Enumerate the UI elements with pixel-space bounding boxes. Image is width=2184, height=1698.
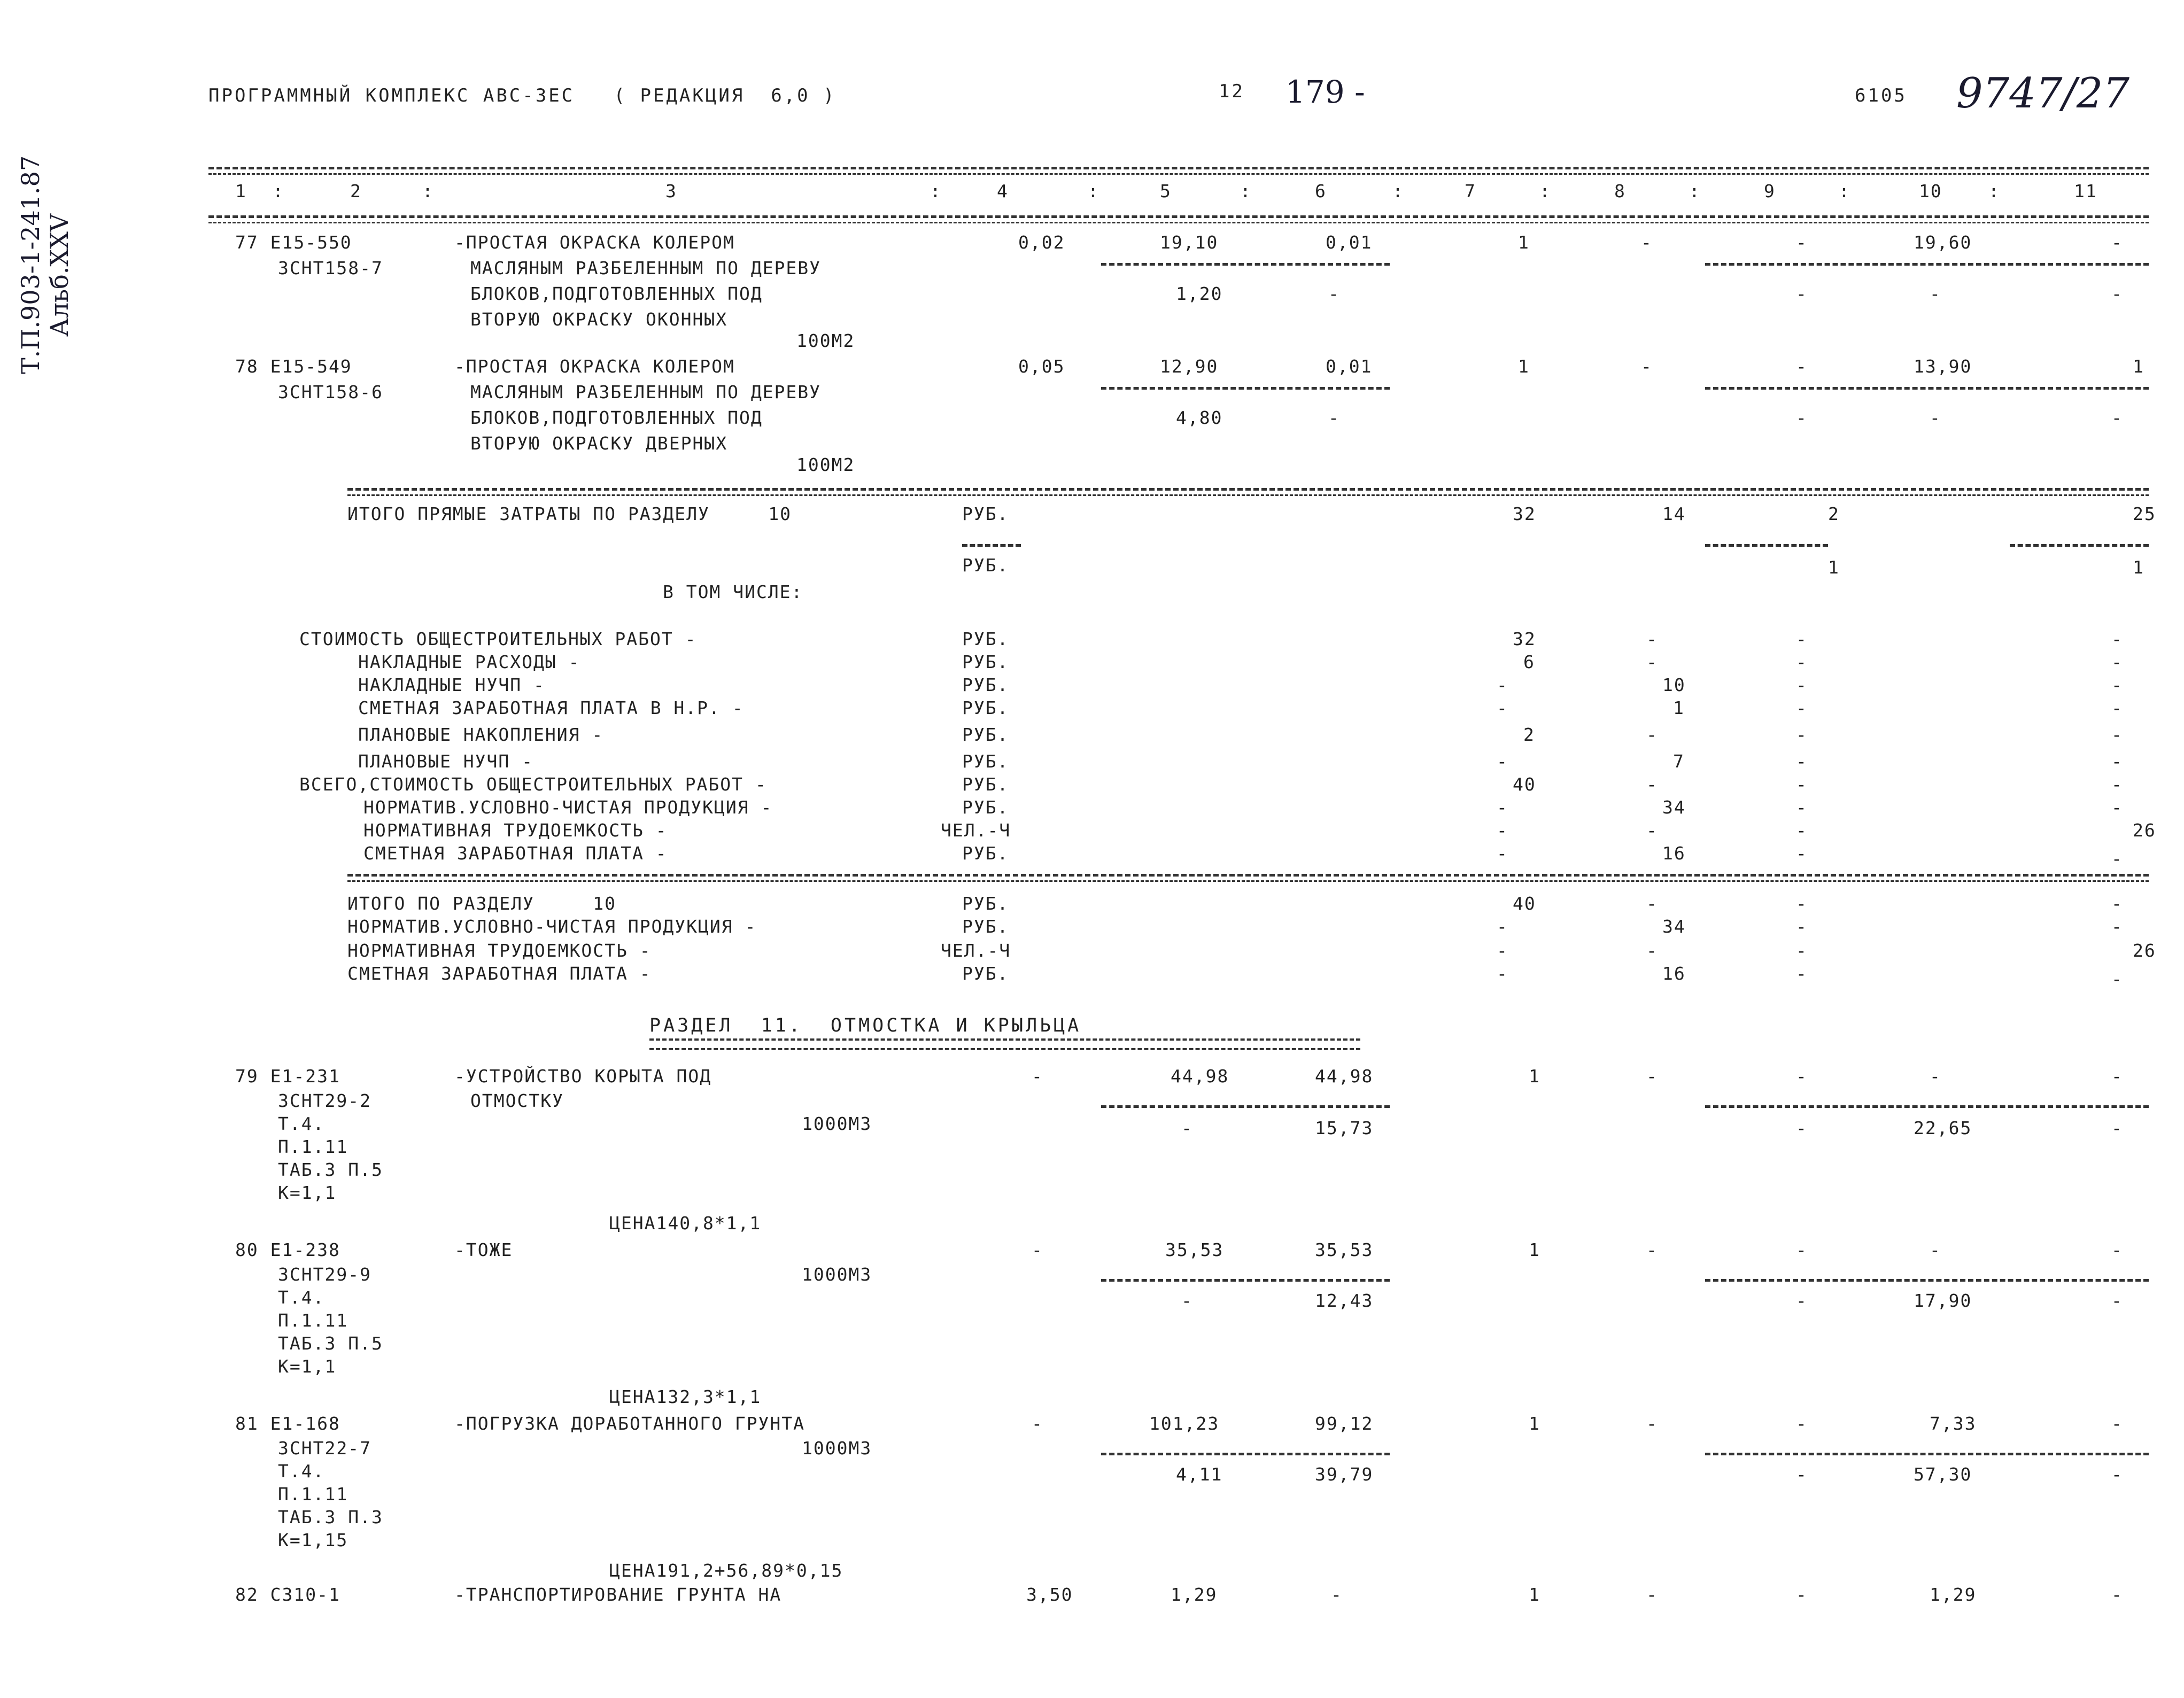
line-e5: 1 bbox=[1529, 1413, 1540, 1434]
line-t1: - bbox=[1646, 940, 1658, 961]
column-separator: : bbox=[1240, 181, 1252, 201]
line-e2: - bbox=[2111, 407, 2123, 428]
line-e5: 4,11 bbox=[1176, 1464, 1223, 1485]
column-separator: : bbox=[1988, 181, 2000, 201]
entry78-rule-price bbox=[1101, 387, 1390, 390]
line-e3: - bbox=[1181, 1118, 1193, 1138]
column-separator: : bbox=[273, 181, 284, 201]
line-e1: 19,60 bbox=[1914, 232, 1972, 253]
line-e4: П.1.11 bbox=[278, 1310, 348, 1331]
line-s1: 1 bbox=[2133, 557, 2144, 578]
line-e2: 13,90 bbox=[1914, 356, 1972, 377]
line-e3: - bbox=[1646, 1066, 1658, 1087]
line-b1: - bbox=[1646, 724, 1658, 745]
entry81-rule-right bbox=[1705, 1453, 2149, 1455]
line-e4: 1000М3 bbox=[802, 1264, 872, 1285]
line-b1: 32 bbox=[1513, 629, 1536, 649]
line-e2: 1 bbox=[1518, 356, 1530, 377]
line-e1: - bbox=[1641, 232, 1653, 253]
line-e2: БЛОКОВ,ПОДГОТОВЛЕННЫХ ПОД bbox=[470, 407, 763, 428]
line-t1: - bbox=[1497, 916, 1508, 937]
line-e1: 100М2 bbox=[796, 330, 855, 351]
line-s1: РУБ. bbox=[962, 503, 1009, 524]
line-e2: -ПРОСТАЯ ОКРАСКА КОЛЕРОМ bbox=[454, 356, 735, 377]
subtotal-rule-rub bbox=[962, 544, 1021, 547]
line-b1: 1 bbox=[1673, 697, 1685, 718]
line-e4: Т.4. bbox=[278, 1287, 325, 1308]
line-b1: - bbox=[1796, 820, 1808, 841]
column-header-10: 10 bbox=[1919, 181, 1942, 201]
line-e1: - bbox=[2111, 283, 2123, 304]
line-e6: 3,50 bbox=[1026, 1584, 1073, 1605]
line-s1: 32 bbox=[1513, 503, 1536, 524]
line-e2: - bbox=[1796, 407, 1808, 428]
line-t1: - bbox=[1796, 940, 1808, 961]
line-e5: - bbox=[1646, 1413, 1658, 1434]
line-e6: - bbox=[2111, 1584, 2123, 1605]
line-t1: ИТОГО ПО РАЗДЕЛУ 10 bbox=[347, 893, 616, 914]
entry79-rule-right bbox=[1705, 1105, 2149, 1108]
line-b1: 16 bbox=[1662, 843, 1686, 864]
line-b1: - bbox=[1646, 629, 1658, 649]
line-e5: 57,30 bbox=[1914, 1464, 1972, 1485]
line-e5: - bbox=[2111, 1464, 2123, 1485]
line-e5: 1000М3 bbox=[802, 1438, 872, 1459]
line-e3: ТАБ.3 П.5 bbox=[278, 1159, 383, 1180]
line-s1: 14 bbox=[1662, 503, 1686, 524]
line-b1: - bbox=[1796, 674, 1808, 695]
line-t1: - bbox=[2111, 968, 2123, 989]
subtotal-rule-col11 bbox=[2010, 544, 2149, 547]
line-t1: 34 bbox=[1662, 916, 1686, 937]
breakdown-rule-bottom-2 bbox=[347, 880, 2149, 882]
column-header-9: 9 bbox=[1764, 181, 1776, 201]
line-t1: 26 bbox=[2133, 940, 2156, 961]
line-e3: - bbox=[1032, 1066, 1043, 1087]
line-t1: - bbox=[2111, 916, 2123, 937]
line-b1: - bbox=[1796, 843, 1808, 864]
line-t1: РУБ. bbox=[962, 916, 1009, 937]
line-e4: - bbox=[2111, 1239, 2123, 1260]
line-e1: БЛОКОВ,ПОДГОТОВЛЕННЫХ ПОД bbox=[470, 283, 763, 304]
line-e4: ТАБ.3 П.5 bbox=[278, 1333, 383, 1354]
column-separator: : bbox=[930, 181, 942, 201]
line-b1: РУБ. bbox=[962, 843, 1009, 864]
column-header-4: 4 bbox=[997, 181, 1009, 201]
line-b1: - bbox=[1497, 697, 1508, 718]
line-e1: - bbox=[2111, 232, 2123, 253]
column-header-2: 2 bbox=[350, 181, 362, 201]
entry81-rule-price bbox=[1101, 1453, 1390, 1455]
line-s1: 2 bbox=[1828, 503, 1840, 524]
page-label: 12 bbox=[1219, 81, 1245, 102]
line-e4: ЗСНТ29-9 bbox=[278, 1264, 371, 1285]
section10-rule-top-2 bbox=[347, 494, 2149, 496]
line-b1: - bbox=[2111, 774, 2123, 795]
line-e6: 82 С310-1 bbox=[235, 1584, 340, 1605]
line-t1: - bbox=[1497, 963, 1508, 984]
line-b1: 2 bbox=[1523, 724, 1535, 745]
line-b1: НОРМАТИВ.УСЛОВНО-ЧИСТАЯ ПРОДУКЦИЯ - bbox=[363, 797, 773, 818]
line-e2: 0,01 bbox=[1326, 356, 1373, 377]
page-number-handwritten: 179 - bbox=[1285, 74, 1365, 110]
line-t1: 40 bbox=[1513, 893, 1536, 914]
line-e4: - bbox=[1796, 1239, 1808, 1260]
line-e3: - bbox=[1796, 1066, 1808, 1087]
line-e1: ЗСНТ158-7 bbox=[278, 258, 383, 278]
line-e1: - bbox=[1328, 283, 1340, 304]
line-b1: - bbox=[2111, 751, 2123, 772]
line-b1: 10 bbox=[1662, 674, 1686, 695]
line-t1: НОРМАТИВНАЯ ТРУДОЕМКОСТЬ - bbox=[347, 940, 652, 961]
line-b1: - bbox=[1796, 652, 1808, 672]
line-b1: РУБ. bbox=[962, 697, 1009, 718]
line-e5: 7,33 bbox=[1930, 1413, 1977, 1434]
line-e3: ОТМОСТКУ bbox=[470, 1090, 564, 1111]
line-t1: РУБ. bbox=[962, 963, 1009, 984]
line-e1: ВТОРУЮ ОКРАСКУ ОКОННЫХ bbox=[470, 309, 728, 330]
line-e4: ЦЕНА132,3*1,1 bbox=[609, 1386, 762, 1407]
line-e1: 0,01 bbox=[1326, 232, 1373, 253]
line-e3: Т.4. bbox=[278, 1113, 325, 1134]
line-b1: ЧЕЛ.-Ч bbox=[941, 820, 1011, 841]
header-rule-bottom bbox=[208, 215, 2149, 218]
line-b1: - bbox=[2111, 797, 2123, 818]
line-e1: 0,02 bbox=[1018, 232, 1065, 253]
line-b1: 40 bbox=[1513, 774, 1536, 795]
line-e4: - bbox=[1796, 1290, 1808, 1311]
line-t1: - bbox=[1497, 940, 1508, 961]
line-t1: - bbox=[1796, 893, 1808, 914]
line-b1: - bbox=[1497, 751, 1508, 772]
line-e4: 80 Е1-238 bbox=[235, 1239, 340, 1260]
line-e5: П.1.11 bbox=[278, 1484, 348, 1505]
line-b1: ПЛАНОВЫЕ НУЧП - bbox=[358, 751, 534, 772]
line-t1: - bbox=[1796, 963, 1808, 984]
side-stamp bbox=[16, 156, 74, 374]
entry77-rule-price bbox=[1101, 263, 1390, 266]
line-e5: К=1,15 bbox=[278, 1530, 348, 1550]
line-e1: 1,20 bbox=[1176, 283, 1223, 304]
line-b1: РУБ. bbox=[962, 674, 1009, 695]
line-e4: 35,53 bbox=[1165, 1239, 1224, 1260]
section11-heading-underline bbox=[649, 1038, 1360, 1050]
line-b1: РУБ. bbox=[962, 751, 1009, 772]
line-e1: - bbox=[1796, 232, 1808, 253]
line-b1: 26 bbox=[2133, 820, 2156, 841]
line-e1: 77 Е15-550 bbox=[235, 232, 352, 253]
line-e6: - bbox=[1796, 1584, 1808, 1605]
entry80-rule-right bbox=[1705, 1279, 2149, 1282]
line-e5: - bbox=[1796, 1413, 1808, 1434]
line-b1: РУБ. bbox=[962, 629, 1009, 649]
line-b1: СМЕТНАЯ ЗАРАБОТНАЯ ПЛАТА В Н.Р. - bbox=[358, 697, 744, 718]
line-e2: 4,80 bbox=[1176, 407, 1223, 428]
line-e2: ЗСНТ158-6 bbox=[278, 382, 383, 402]
line-e1: 1 bbox=[1518, 232, 1530, 253]
line-b1: - bbox=[2111, 724, 2123, 745]
line-b1: РУБ. bbox=[962, 774, 1009, 795]
line-b1: - bbox=[2111, 629, 2123, 649]
column-separator: : bbox=[1088, 181, 1099, 201]
line-t1: РУБ. bbox=[962, 893, 1009, 914]
line-s1: 25 bbox=[2133, 503, 2156, 524]
side-stamp-line1: Т.П.903-1-241.87 bbox=[16, 155, 45, 374]
line-e4: 35,53 bbox=[1315, 1239, 1374, 1260]
line-e3: 79 Е1-231 bbox=[235, 1066, 340, 1087]
column-separator: : bbox=[1539, 181, 1551, 201]
column-separator: : bbox=[1839, 181, 1850, 201]
line-e5: 101,23 bbox=[1149, 1413, 1220, 1434]
line-e3: 44,98 bbox=[1171, 1066, 1229, 1087]
line-b1: СТОИМОСТЬ ОБЩЕСТРОИТЕЛЬНЫХ РАБОТ - bbox=[299, 629, 697, 649]
line-s1: РУБ. bbox=[962, 555, 1009, 576]
line-b1: - bbox=[2111, 674, 2123, 695]
line-e1: - bbox=[1930, 283, 1941, 304]
line-e4: - bbox=[2111, 1290, 2123, 1311]
line-b1: - bbox=[1497, 674, 1508, 695]
line-e3: 1000М3 bbox=[802, 1113, 872, 1134]
line-b1: РУБ. bbox=[962, 797, 1009, 818]
line-e5: ЗСНТ22-7 bbox=[278, 1438, 371, 1459]
line-b1: - bbox=[1646, 820, 1658, 841]
line-b1: - bbox=[1796, 697, 1808, 718]
line-t1: 16 bbox=[1662, 963, 1686, 984]
column-separator: : bbox=[422, 181, 434, 201]
line-t1: - bbox=[1796, 916, 1808, 937]
line-e5: ЦЕНА191,2+56,89*0,15 bbox=[609, 1560, 843, 1581]
line-e5: 99,12 bbox=[1315, 1413, 1374, 1434]
line-e5: 81 Е1-168 bbox=[235, 1413, 340, 1434]
breakdown-rule-bottom bbox=[347, 874, 2149, 877]
line-b1: ВСЕГО,СТОИМОСТЬ ОБЩЕСТРОИТЕЛЬНЫХ РАБОТ - bbox=[299, 774, 767, 795]
line-e5: - bbox=[2111, 1413, 2123, 1434]
column-header-8: 8 bbox=[1614, 181, 1626, 201]
column-header-6: 6 bbox=[1315, 181, 1327, 201]
line-e2: - bbox=[1796, 356, 1808, 377]
line-e1: - bbox=[1796, 283, 1808, 304]
line-e4: -ТОЖЕ bbox=[454, 1239, 513, 1260]
line-e2: МАСЛЯНЫМ РАЗБЕЛЕННЫМ ПО ДЕРЕВУ bbox=[470, 382, 822, 402]
line-b1: - bbox=[1646, 774, 1658, 795]
line-b1: - bbox=[1796, 774, 1808, 795]
line-b1: - bbox=[1497, 843, 1508, 864]
line-e6: - bbox=[1331, 1584, 1343, 1605]
column-separator: : bbox=[1392, 181, 1404, 201]
line-e2: - bbox=[1328, 407, 1340, 428]
line-b1: 7 bbox=[1673, 751, 1685, 772]
document-number-handwritten: 9747/27 bbox=[1956, 69, 2130, 118]
line-e5: - bbox=[1032, 1413, 1043, 1434]
side-stamp-line2: Альб.XXV bbox=[45, 213, 74, 337]
line-b1: ПЛАНОВЫЕ НАКОПЛЕНИЯ - bbox=[358, 724, 604, 745]
line-e2: 78 Е15-549 bbox=[235, 356, 352, 377]
header-rule-top-2 bbox=[208, 173, 2149, 175]
line-b1: РУБ. bbox=[962, 652, 1009, 672]
line-e3: ЦЕНА140,8*1,1 bbox=[609, 1213, 762, 1234]
line-e3: -УСТРОЙСТВО КОРЫТА ПОД bbox=[454, 1066, 712, 1087]
column-header-11: 11 bbox=[2074, 181, 2097, 201]
line-e3: - bbox=[2111, 1066, 2123, 1087]
column-separator: : bbox=[1689, 181, 1701, 201]
line-e3: 44,98 bbox=[1315, 1066, 1374, 1087]
column-header-7: 7 bbox=[1465, 181, 1476, 201]
entry79-rule-price bbox=[1101, 1105, 1390, 1108]
line-b1: - bbox=[1796, 751, 1808, 772]
line-e1: -ПРОСТАЯ ОКРАСКА КОЛЕРОМ bbox=[454, 232, 735, 253]
line-t1: - bbox=[2111, 893, 2123, 914]
line-e5: - bbox=[1796, 1464, 1808, 1485]
line-b1: 6 bbox=[1523, 652, 1535, 672]
line-e5: ТАБ.3 П.3 bbox=[278, 1507, 383, 1528]
line-e3: - bbox=[2111, 1118, 2123, 1138]
line-e5: Т.4. bbox=[278, 1461, 325, 1482]
section10-rule-top bbox=[347, 488, 2149, 491]
line-e4: К=1,1 bbox=[278, 1356, 337, 1377]
line-b1: НАКЛАДНЫЕ РАСХОДЫ - bbox=[358, 652, 580, 672]
line-e3: П.1.11 bbox=[278, 1136, 348, 1157]
line-b1: - bbox=[2111, 652, 2123, 672]
line-e1: МАСЛЯНЫМ РАЗБЕЛЕННЫМ ПО ДЕРЕВУ bbox=[470, 258, 822, 278]
line-h2: РАЗДЕЛ 11. ОТМОСТКА И КРЫЛЬЦА bbox=[649, 1015, 1082, 1036]
line-s1: ИТОГО ПРЯМЫЕ ЗАТРАТЫ ПО РАЗДЕЛУ 10 bbox=[347, 503, 792, 524]
line-e4: 17,90 bbox=[1914, 1290, 1972, 1311]
line-e4: - bbox=[1181, 1290, 1193, 1311]
line-t1: - bbox=[1646, 893, 1658, 914]
line-e4: - bbox=[1930, 1239, 1941, 1260]
column-header-3: 3 bbox=[665, 181, 677, 201]
line-e5: -ПОГРУЗКА ДОРАБОТАННОГО ГРУНТА bbox=[454, 1413, 806, 1434]
subtotal-rule-col9 bbox=[1705, 544, 1828, 547]
line-e4: 1 bbox=[1529, 1239, 1540, 1260]
line-e6: 1 bbox=[1529, 1584, 1540, 1605]
line-b1: НАКЛАДНЫЕ НУЧП - bbox=[358, 674, 545, 695]
line-e3: ЗСНТ29-2 bbox=[278, 1090, 371, 1111]
line-s1: 1 bbox=[1828, 557, 1840, 578]
line-t1: НОРМАТИВ.УСЛОВНО-ЧИСТАЯ ПРОДУКЦИЯ - bbox=[347, 916, 757, 937]
line-e2: 100М2 bbox=[796, 454, 855, 475]
line-e3: 22,65 bbox=[1914, 1118, 1972, 1138]
column-header-5: 5 bbox=[1160, 181, 1172, 201]
line-e2: ВТОРУЮ ОКРАСКУ ДВЕРНЫХ bbox=[470, 433, 728, 454]
line-b1: - bbox=[1796, 629, 1808, 649]
line-b1: СМЕТНАЯ ЗАРАБОТНАЯ ПЛАТА - bbox=[363, 843, 668, 864]
entry77-rule-right bbox=[1705, 263, 2149, 266]
line-e6: - bbox=[1646, 1584, 1658, 1605]
line-e3: - bbox=[1796, 1118, 1808, 1138]
line-e5: 39,79 bbox=[1315, 1464, 1374, 1485]
line-s1: В ТОМ ЧИСЛЕ: bbox=[663, 581, 803, 602]
line-b1: - bbox=[1646, 652, 1658, 672]
line-b1: - bbox=[2111, 697, 2123, 718]
line-e6: -ТРАНСПОРТИРОВАНИЕ ГРУНТА НА bbox=[454, 1584, 782, 1605]
line-e2: 0,05 bbox=[1018, 356, 1065, 377]
line-e6: 1,29 bbox=[1171, 1584, 1218, 1605]
line-e2: 12,90 bbox=[1160, 356, 1219, 377]
line-e4: 12,43 bbox=[1315, 1290, 1374, 1311]
line-b1: - bbox=[1497, 820, 1508, 841]
line-b1: - bbox=[1796, 797, 1808, 818]
line-b1: - bbox=[1796, 724, 1808, 745]
line-t1: СМЕТНАЯ ЗАРАБОТНАЯ ПЛАТА - bbox=[347, 963, 652, 984]
program-title: ПРОГРАММНЫЙ КОМПЛЕКС АВС-3ЕС ( РЕДАКЦИЯ 6,0 ) bbox=[208, 85, 837, 106]
header-rule-bottom-2 bbox=[208, 222, 2149, 223]
line-e3: К=1,1 bbox=[278, 1182, 337, 1203]
entry80-rule-price bbox=[1101, 1279, 1390, 1282]
line-e2: 1 bbox=[2133, 356, 2144, 377]
line-b1: НОРМАТИВНАЯ ТРУДОЕМКОСТЬ - bbox=[363, 820, 668, 841]
line-e3: 1 bbox=[1529, 1066, 1540, 1087]
line-t1: ЧЕЛ.-Ч bbox=[941, 940, 1011, 961]
line-e3: 15,73 bbox=[1315, 1118, 1374, 1138]
line-e2: - bbox=[1930, 407, 1941, 428]
entry78-rule-right bbox=[1705, 387, 2149, 390]
line-b1: 34 bbox=[1662, 797, 1686, 818]
line-e1: 19,10 bbox=[1160, 232, 1219, 253]
line-b1: - bbox=[1497, 797, 1508, 818]
header-rule-top bbox=[208, 167, 2149, 169]
column-header-1: 1 bbox=[235, 181, 247, 201]
line-e4: - bbox=[1646, 1239, 1658, 1260]
line-e4: - bbox=[1032, 1239, 1043, 1260]
line-e6: 1,29 bbox=[1930, 1584, 1977, 1605]
line-b1: - bbox=[2111, 848, 2123, 869]
line-e3: - bbox=[1930, 1066, 1941, 1087]
document-code: 6105 bbox=[1855, 85, 1907, 106]
line-e2: - bbox=[1641, 356, 1653, 377]
line-b1: РУБ. bbox=[962, 724, 1009, 745]
